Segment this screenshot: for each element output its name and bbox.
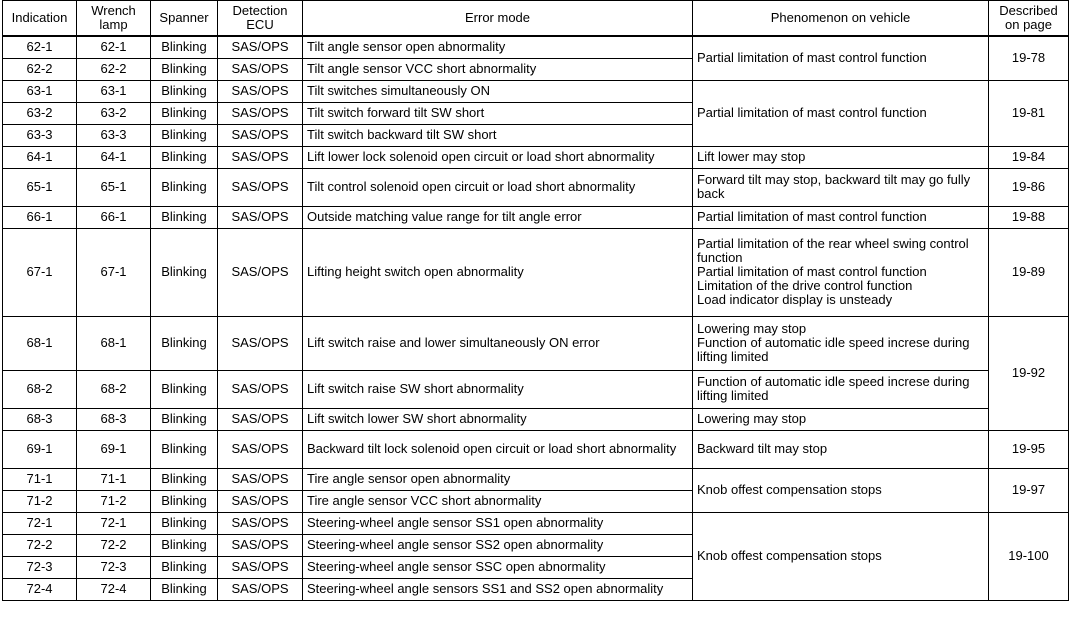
cell-ecu: SAS/OPS [218, 370, 303, 408]
table-row [3, 146, 1069, 168]
cell-page: 19-86 [989, 168, 1069, 206]
header-page: Described on page [989, 1, 1069, 37]
cell-indication: 63-3 [3, 124, 77, 146]
cell-phenomenon: Knob offest compensation stops [693, 512, 989, 600]
cell-spanner: Blinking [151, 124, 218, 146]
cell-wrench: 72-4 [77, 578, 151, 600]
table-row [3, 468, 1069, 490]
cell-wrench: 72-3 [77, 556, 151, 578]
cell-error-mode: Steering-wheel angle sensor SS2 open abnormality [303, 534, 693, 556]
cell-phenomenon: Backward tilt may stop [693, 430, 989, 468]
cell-phenomenon: Forward tilt may stop, backward tilt may go fully back [693, 168, 989, 206]
cell-indication: 63-1 [3, 80, 77, 102]
cell-phenomenon: Lift lower may stop [693, 146, 989, 168]
cell-spanner: Blinking [151, 58, 218, 80]
cell-error-mode: Tilt switch forward tilt SW short [303, 102, 693, 124]
table-row [3, 168, 1069, 206]
cell-ecu: SAS/OPS [218, 490, 303, 512]
cell-error-mode: Tilt switches simultaneously ON [303, 80, 693, 102]
table-row [3, 80, 1069, 102]
header-detection-ecu: Detection ECU [218, 1, 303, 37]
cell-spanner: Blinking [151, 80, 218, 102]
cell-wrench: 68-2 [77, 370, 151, 408]
cell-indication: 72-4 [3, 578, 77, 600]
cell-indication: 66-1 [3, 206, 77, 228]
cell-page: 19-89 [989, 228, 1069, 316]
cell-page: 19-92 [989, 316, 1069, 430]
cell-ecu: SAS/OPS [218, 430, 303, 468]
cell-ecu: SAS/OPS [218, 80, 303, 102]
cell-phenomenon: Function of automatic idle speed increse during lifting limited [693, 370, 989, 408]
cell-page: 19-84 [989, 146, 1069, 168]
cell-indication: 62-1 [3, 36, 77, 58]
cell-phenomenon: Lowering may stop Function of automatic idle speed increse during lifting limited [693, 316, 989, 370]
table-row [3, 408, 1069, 430]
cell-spanner: Blinking [151, 228, 218, 316]
cell-spanner: Blinking [151, 408, 218, 430]
cell-error-mode: Tilt control solenoid open circuit or load short abnormality [303, 168, 693, 206]
cell-wrench: 62-2 [77, 58, 151, 80]
cell-error-mode: Steering-wheel angle sensors SS1 and SS2 open abnormality [303, 578, 693, 600]
cell-ecu: SAS/OPS [218, 316, 303, 370]
header-error-mode: Error mode [303, 1, 693, 37]
cell-wrench: 67-1 [77, 228, 151, 316]
cell-ecu: SAS/OPS [218, 228, 303, 316]
cell-phenomenon: Partial limitation of mast control function [693, 36, 989, 80]
cell-wrench: 63-1 [77, 80, 151, 102]
cell-indication: 69-1 [3, 430, 77, 468]
cell-error-mode: Lift switch raise and lower simultaneously ON error [303, 316, 693, 370]
cell-wrench: 69-1 [77, 430, 151, 468]
cell-indication: 68-2 [3, 370, 77, 408]
cell-spanner: Blinking [151, 370, 218, 408]
table-row [3, 430, 1069, 468]
cell-wrench: 65-1 [77, 168, 151, 206]
header-wrench-lamp: Wrench lamp [77, 1, 151, 37]
cell-ecu: SAS/OPS [218, 58, 303, 80]
cell-error-mode: Backward tilt lock solenoid open circuit or load short abnormality [303, 430, 693, 468]
cell-spanner: Blinking [151, 146, 218, 168]
cell-ecu: SAS/OPS [218, 578, 303, 600]
cell-spanner: Blinking [151, 512, 218, 534]
cell-error-mode: Outside matching value range for tilt angle error [303, 206, 693, 228]
cell-spanner: Blinking [151, 490, 218, 512]
cell-wrench: 66-1 [77, 206, 151, 228]
cell-indication: 62-2 [3, 58, 77, 80]
cell-indication: 65-1 [3, 168, 77, 206]
cell-ecu: SAS/OPS [218, 36, 303, 58]
cell-ecu: SAS/OPS [218, 146, 303, 168]
cell-error-mode: Lift switch raise SW short abnormality [303, 370, 693, 408]
cell-phenomenon: Lowering may stop [693, 408, 989, 430]
cell-ecu: SAS/OPS [218, 556, 303, 578]
table-row [3, 316, 1069, 370]
table-row [3, 228, 1069, 316]
cell-error-mode: Tilt angle sensor VCC short abnormality [303, 58, 693, 80]
cell-error-mode: Lift switch lower SW short abnormality [303, 408, 693, 430]
cell-indication: 71-1 [3, 468, 77, 490]
cell-indication: 67-1 [3, 228, 77, 316]
cell-spanner: Blinking [151, 430, 218, 468]
cell-error-mode: Tire angle sensor VCC short abnormality [303, 490, 693, 512]
table-row [3, 370, 1069, 408]
cell-phenomenon: Partial limitation of mast control function [693, 206, 989, 228]
cell-spanner: Blinking [151, 36, 218, 58]
cell-indication: 63-2 [3, 102, 77, 124]
cell-page: 19-100 [989, 512, 1069, 600]
cell-wrench: 68-1 [77, 316, 151, 370]
cell-error-mode: Tilt switch backward tilt SW short [303, 124, 693, 146]
cell-wrench: 62-1 [77, 36, 151, 58]
cell-indication: 68-1 [3, 316, 77, 370]
cell-spanner: Blinking [151, 468, 218, 490]
cell-page: 19-88 [989, 206, 1069, 228]
cell-error-mode: Tire angle sensor open abnormality [303, 468, 693, 490]
cell-ecu: SAS/OPS [218, 124, 303, 146]
header-spanner: Spanner [151, 1, 218, 37]
cell-ecu: SAS/OPS [218, 512, 303, 534]
table-row [3, 512, 1069, 534]
cell-indication: 72-3 [3, 556, 77, 578]
cell-error-mode: Steering-wheel angle sensor SSC open abnormality [303, 556, 693, 578]
cell-spanner: Blinking [151, 556, 218, 578]
cell-wrench: 71-1 [77, 468, 151, 490]
cell-phenomenon: Partial limitation of the rear wheel swing control function Partial limitation of mast control function Limitation of the drive control function Load indicator display is unsteady [693, 228, 989, 316]
table-row [3, 36, 1069, 58]
error-code-table [2, 0, 1069, 601]
cell-indication: 71-2 [3, 490, 77, 512]
header-phenomenon: Phenomenon on vehicle [693, 1, 989, 37]
cell-error-mode: Lift lower lock solenoid open circuit or load short abnormality [303, 146, 693, 168]
cell-page: 19-95 [989, 430, 1069, 468]
cell-indication: 64-1 [3, 146, 77, 168]
cell-phenomenon: Knob offest compensation stops [693, 468, 989, 512]
cell-indication: 72-2 [3, 534, 77, 556]
cell-page: 19-97 [989, 468, 1069, 512]
header-row [3, 1, 1069, 37]
cell-spanner: Blinking [151, 206, 218, 228]
cell-ecu: SAS/OPS [218, 206, 303, 228]
cell-wrench: 71-2 [77, 490, 151, 512]
cell-indication: 68-3 [3, 408, 77, 430]
cell-spanner: Blinking [151, 534, 218, 556]
cell-page: 19-78 [989, 36, 1069, 80]
cell-spanner: Blinking [151, 102, 218, 124]
cell-spanner: Blinking [151, 168, 218, 206]
cell-page: 19-81 [989, 80, 1069, 146]
cell-wrench: 68-3 [77, 408, 151, 430]
cell-ecu: SAS/OPS [218, 468, 303, 490]
cell-phenomenon: Partial limitation of mast control function [693, 80, 989, 146]
cell-ecu: SAS/OPS [218, 168, 303, 206]
cell-indication: 72-1 [3, 512, 77, 534]
cell-error-mode: Steering-wheel angle sensor SS1 open abnormality [303, 512, 693, 534]
cell-ecu: SAS/OPS [218, 534, 303, 556]
cell-wrench: 63-3 [77, 124, 151, 146]
cell-wrench: 72-2 [77, 534, 151, 556]
cell-wrench: 63-2 [77, 102, 151, 124]
cell-error-mode: Lifting height switch open abnormality [303, 228, 693, 316]
cell-ecu: SAS/OPS [218, 408, 303, 430]
header-indication: Indication [3, 1, 77, 37]
cell-spanner: Blinking [151, 578, 218, 600]
cell-wrench: 72-1 [77, 512, 151, 534]
cell-error-mode: Tilt angle sensor open abnormality [303, 36, 693, 58]
cell-spanner: Blinking [151, 316, 218, 370]
cell-wrench: 64-1 [77, 146, 151, 168]
cell-ecu: SAS/OPS [218, 102, 303, 124]
table-row [3, 206, 1069, 228]
